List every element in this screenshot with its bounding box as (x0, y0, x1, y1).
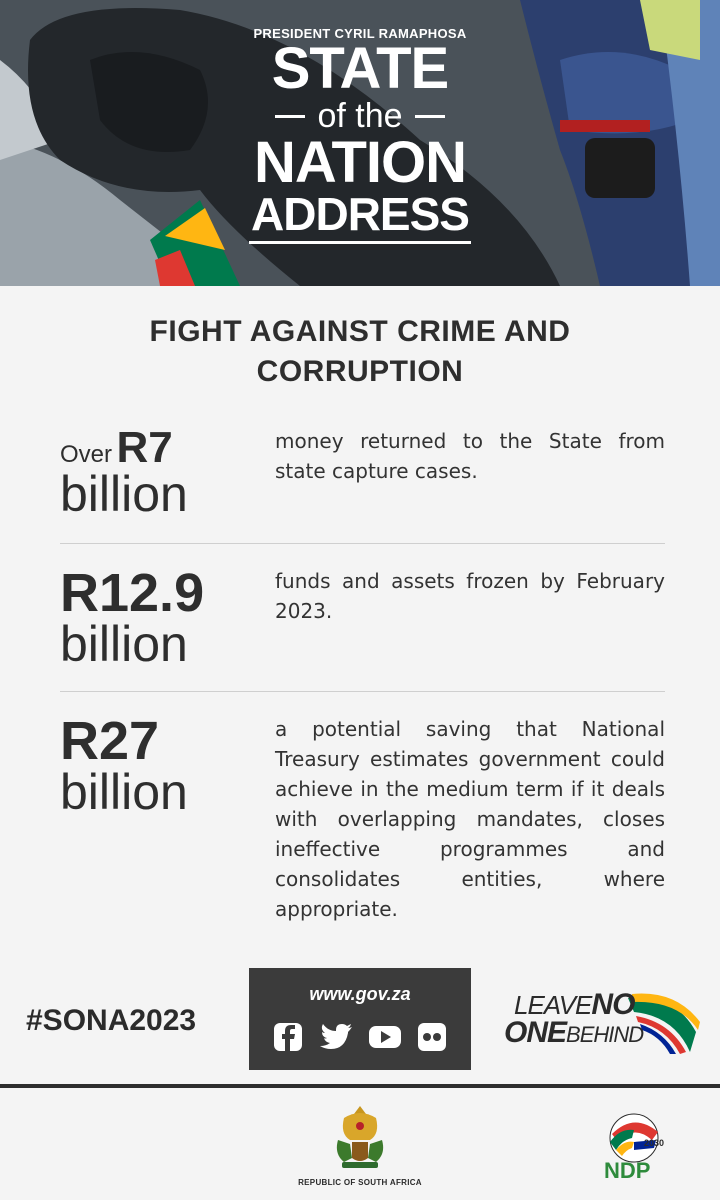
twitter-icon[interactable] (320, 1021, 352, 1053)
title-underline (249, 241, 471, 244)
stat-row-1 (60, 423, 665, 526)
stat-2-description: funds and assets frozen by February 2023. (275, 569, 665, 623)
website-link[interactable]: www.gov.za (309, 984, 411, 1004)
stat-row-3 (60, 711, 665, 934)
divider (60, 543, 665, 544)
coat-of-arms-icon (330, 1104, 390, 1172)
section-heading-line1: FIGHT AGAINST CRIME AND (149, 315, 571, 348)
stat-2-value: R12.9 (60, 563, 205, 623)
leave-no-one-behind-logo (504, 988, 699, 1058)
stat-3-description: a potential saving that National Treasury estimates government could achieve in the medium term if it deals with overlapping mandates, closes ineffective programmes and consolidates entities, where appropriate. (275, 717, 665, 921)
hero-title-state: STATE (271, 36, 449, 101)
stat-row-2 (60, 563, 665, 676)
stat-1-unit: billion (60, 466, 188, 522)
section-heading-line2: CORRUPTION (256, 355, 464, 388)
stat-1-description: money returned to the State from state capture cases. (275, 429, 665, 483)
slogan-one: ONE (504, 1016, 567, 1049)
website-box (249, 968, 471, 1070)
title-dash-right (415, 115, 445, 118)
stat-3-unit: billion (60, 764, 188, 820)
ndp-year: 2030 (644, 1138, 665, 1148)
ndp-label: NDP (604, 1158, 651, 1182)
facebook-icon[interactable] (272, 1021, 304, 1053)
youtube-icon[interactable] (368, 1021, 400, 1053)
slogan-behind: BEHIND (566, 1022, 644, 1047)
ndp-logo-icon (598, 1112, 672, 1182)
hero-title-nation: NATION (253, 130, 466, 195)
title-dash-left (275, 115, 305, 118)
stat-1-prefix: Over (60, 441, 113, 468)
slogan-line2 (504, 1016, 643, 1050)
stat-1-value: R7 (116, 423, 173, 472)
stat-1-amount (60, 423, 260, 522)
stat-3-value: R27 (60, 711, 160, 771)
flickr-icon[interactable] (416, 1021, 448, 1053)
hero-banner (0, 0, 720, 286)
footer-divider (0, 1084, 720, 1088)
divider (60, 691, 665, 692)
hashtag: #SONA2023 (26, 1004, 197, 1037)
stat-2-amount (60, 563, 260, 672)
slogan-no: NO (591, 988, 635, 1021)
stat-2-unit: billion (60, 616, 188, 672)
stat-3-amount (60, 711, 260, 820)
hero-title-block (240, 26, 480, 244)
social-icons (249, 1021, 471, 1053)
republic-label: REPUBLIC OF SOUTH AFRICA (298, 1178, 422, 1187)
section-heading (60, 312, 660, 392)
hero-title-address: ADDRESS (251, 188, 469, 240)
hero-subtitle: PRESIDENT CYRIL RAMAPHOSA (253, 26, 467, 41)
slogan-leave: LEAVE (514, 990, 592, 1020)
hero-title-of-the-text: of the (317, 97, 403, 135)
